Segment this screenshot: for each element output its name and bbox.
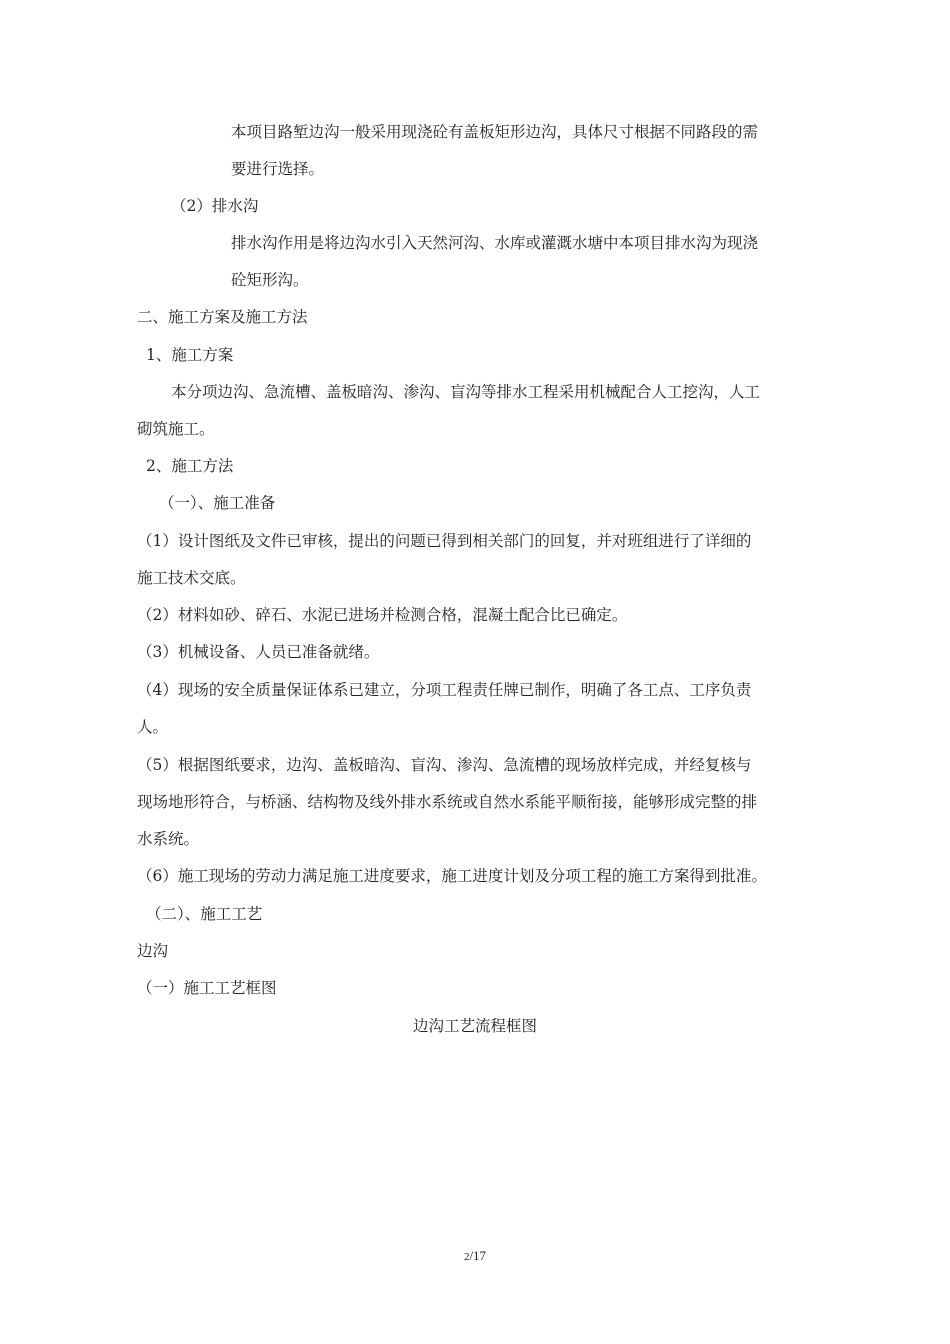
paragraph-line: 砼矩形沟。: [231, 271, 309, 289]
list-item-line: （3）机械设备、人员已准备就绪。: [137, 643, 380, 661]
figure-caption: 边沟工艺流程框图: [412, 1017, 537, 1035]
list-item-line: （1）设计图纸及文件已审核，提出的问题已得到相关部门的回复，并对班组进行了详细的: [137, 532, 752, 550]
subheading: （二）、施工工艺: [146, 905, 263, 923]
list-item-line: 人。: [137, 718, 169, 736]
subheading: （2）排水沟: [171, 197, 259, 215]
paragraph-line: 本分项边沟、急流槽、盖板暗沟、渗沟、盲沟等排水工程采用机械配合人工挖沟，人工: [171, 383, 761, 401]
list-item-line: 水系统。: [137, 830, 200, 848]
list-item-line: 现场地形符合，与桥涵、结构物及线外排水系统或自然水系能平顺衔接，能够形成完整的排: [137, 793, 758, 811]
list-item-line: （2）材料如砂、碎石、水泥已进场并检测合格，混凝土配合比已确定。: [137, 606, 628, 624]
subheading: （一）、施工准备: [159, 494, 276, 512]
paragraph-line: 要进行选择。: [231, 160, 325, 178]
list-item-line: （6）施工现场的劳动力满足施工进度要求，施工进度计划及分项工程的施工方案得到批准。: [137, 867, 767, 885]
paragraph-line: 砌筑施工。: [137, 420, 215, 438]
page-footer: [0, 1248, 950, 1264]
page-number: 2: [463, 1251, 470, 1263]
subheading: 1、施工方案: [146, 346, 234, 364]
list-item-line: （5）根据图纸要求，边沟、盖板暗沟、盲沟、渗沟、急流槽的现场放样完成，并经复核与: [137, 756, 752, 774]
list-item-line: （4）现场的安全质量保证体系已建立，分项工程责任牌已制作，明确了各工点、工序负责: [137, 681, 752, 699]
paragraph-line: 本项目路堑边沟一般采用现浇砼有盖板矩形边沟，具体尺寸根据不同路段的需: [231, 123, 759, 141]
subheading: 边沟: [137, 942, 169, 960]
subheading: （一）施工工艺框图: [137, 979, 277, 997]
paragraph-line: 排水沟作用是将边沟水引入天然河沟、水库或灌溉水塘中本项目排水沟为现浇: [231, 234, 759, 252]
section-heading: 二、施工方案及施工方法: [137, 308, 308, 326]
subheading: 2、施工方法: [146, 457, 234, 475]
list-item-line: 施工技术交底。: [137, 569, 246, 587]
page-total: /17: [469, 1248, 487, 1263]
